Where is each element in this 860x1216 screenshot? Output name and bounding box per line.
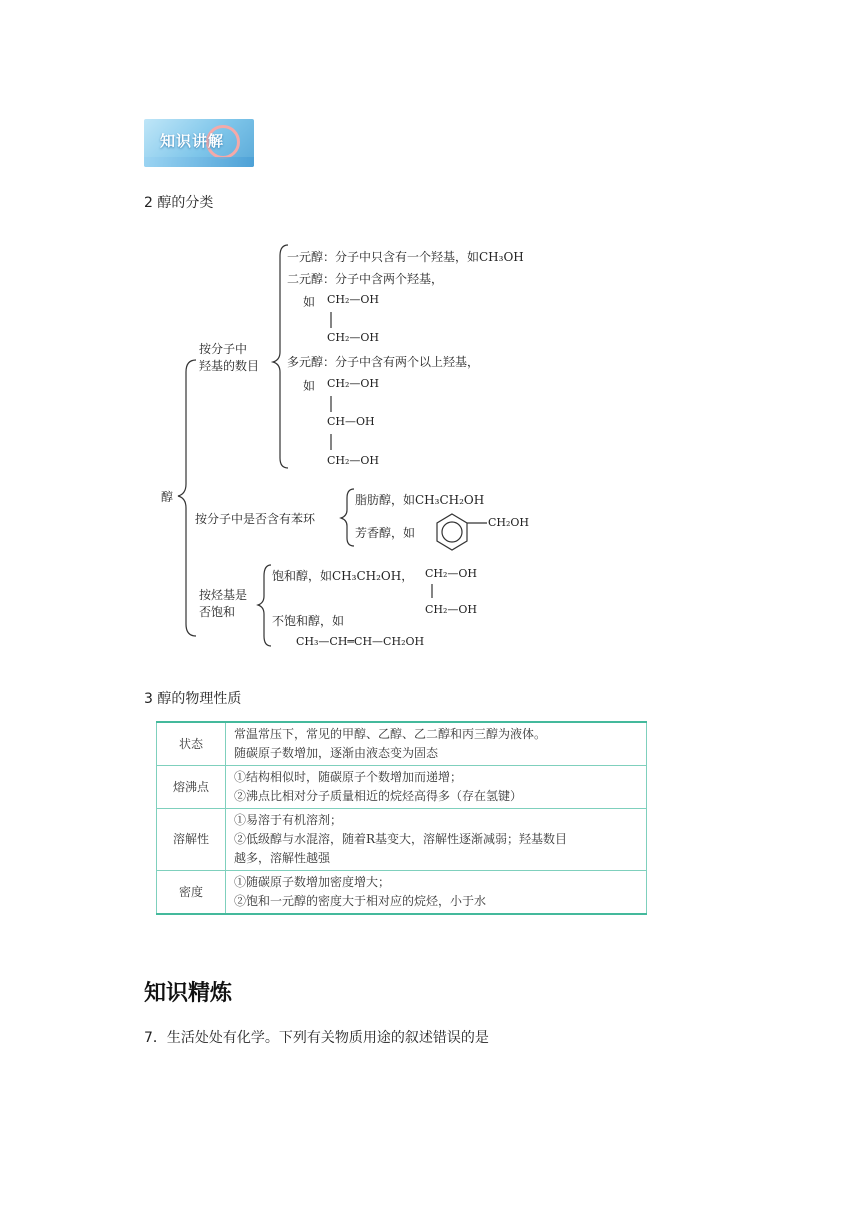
formula-line: CH—OH	[327, 415, 375, 428]
tree-root: 醇	[161, 490, 174, 504]
table-cell	[226, 809, 647, 871]
cell-line: ①易溶于有机溶剂；	[234, 813, 343, 827]
table-header-cell: 溶解性	[157, 809, 226, 871]
table-header-cell: 熔沸点	[157, 766, 226, 809]
physical-properties-table	[156, 721, 647, 915]
section-2-heading: 2 醇的分类	[144, 195, 214, 211]
table-cell	[226, 722, 647, 766]
aromatic-alcohol: 芳香醇，如	[355, 526, 416, 540]
branch3-brace	[258, 565, 271, 646]
cell-line: ①随碳原子数增加密度增大；	[234, 875, 391, 889]
formula-line: CH₃—CH═CH—CH₂OH	[296, 635, 425, 648]
question-7: 7．生活处处有化学。下列有关物质用途的叙述错误的是	[144, 1030, 489, 1046]
unsaturated-alcohol: 不饱和醇，如	[272, 614, 345, 628]
cell-line: ②饱和一元醇的密度大于相对应的烷烃，小于水	[234, 894, 487, 908]
practice-heading: 知识精炼	[144, 981, 233, 1006]
branch1-brace	[273, 245, 288, 468]
cell-line: 常温常压下，常见的甲醇、乙醇、乙二醇和丙三醇为液体。	[234, 727, 547, 741]
aliphatic-alcohol: 脂肪醇，如CH₃CH₂OH	[355, 493, 485, 507]
cell-line: ①结构相似时，随碳原子个数增加而递增；	[234, 770, 463, 784]
branch2-label: 按分子中是否含有苯环	[195, 512, 316, 526]
cell-line: 随碳原子数增加，逐渐由液态变为固态	[234, 746, 439, 760]
banner-label: 知识讲解	[160, 132, 225, 150]
monohydric-alcohol: 一元醇：分子中只含有一个羟基，如CH₃OH	[287, 250, 524, 264]
branch3-label-line2: 否饱和	[199, 605, 236, 619]
formula-line: CH₂—OH	[425, 603, 478, 616]
cell-line: ②沸点比相对分子质量相近的烷烃高得多（存在氢键）	[234, 789, 523, 803]
dihydric-alcohol: 二元醇：分子中含两个羟基，	[287, 272, 444, 286]
table-header-cell: 状态	[157, 722, 226, 766]
formula-line: CH₂OH	[488, 516, 530, 529]
section-3-heading: 3 醇的物理性质	[144, 691, 242, 707]
table-row	[157, 722, 647, 766]
table-row	[157, 809, 647, 871]
polyhydric-alcohol: 多元醇：分子中含有两个以上羟基，	[287, 355, 480, 369]
main-brace	[178, 360, 196, 636]
table-row	[157, 871, 647, 915]
example-prefix: 如	[303, 295, 316, 309]
branch1-label-line2: 羟基的数目	[199, 359, 260, 373]
branch1-label-line1: 按分子中	[199, 342, 248, 356]
table-cell	[226, 766, 647, 809]
formula-line: CH₂—OH	[327, 454, 380, 467]
cell-line: ②低级醇与水混溶，随着R基变大，溶解性逐渐减弱；羟基数目	[234, 832, 568, 846]
formula-line: CH₂—OH	[425, 567, 478, 580]
formula-line: CH₂—OH	[327, 377, 380, 390]
formula-line: CH₂—OH	[327, 331, 380, 344]
benzene-inner-circle	[442, 522, 462, 542]
branch3-label-line1: 按烃基是	[199, 588, 248, 602]
table-row	[157, 766, 647, 809]
example-prefix: 如	[303, 379, 316, 393]
table-header-cell: 密度	[157, 871, 226, 915]
branch2-brace	[341, 489, 354, 546]
cell-line: 越多，溶解性越强	[234, 851, 331, 865]
table-cell	[226, 871, 647, 915]
saturated-alcohol: 饱和醇，如CH₃CH₂OH，	[272, 569, 414, 583]
formula-line: CH₂—OH	[327, 293, 380, 306]
